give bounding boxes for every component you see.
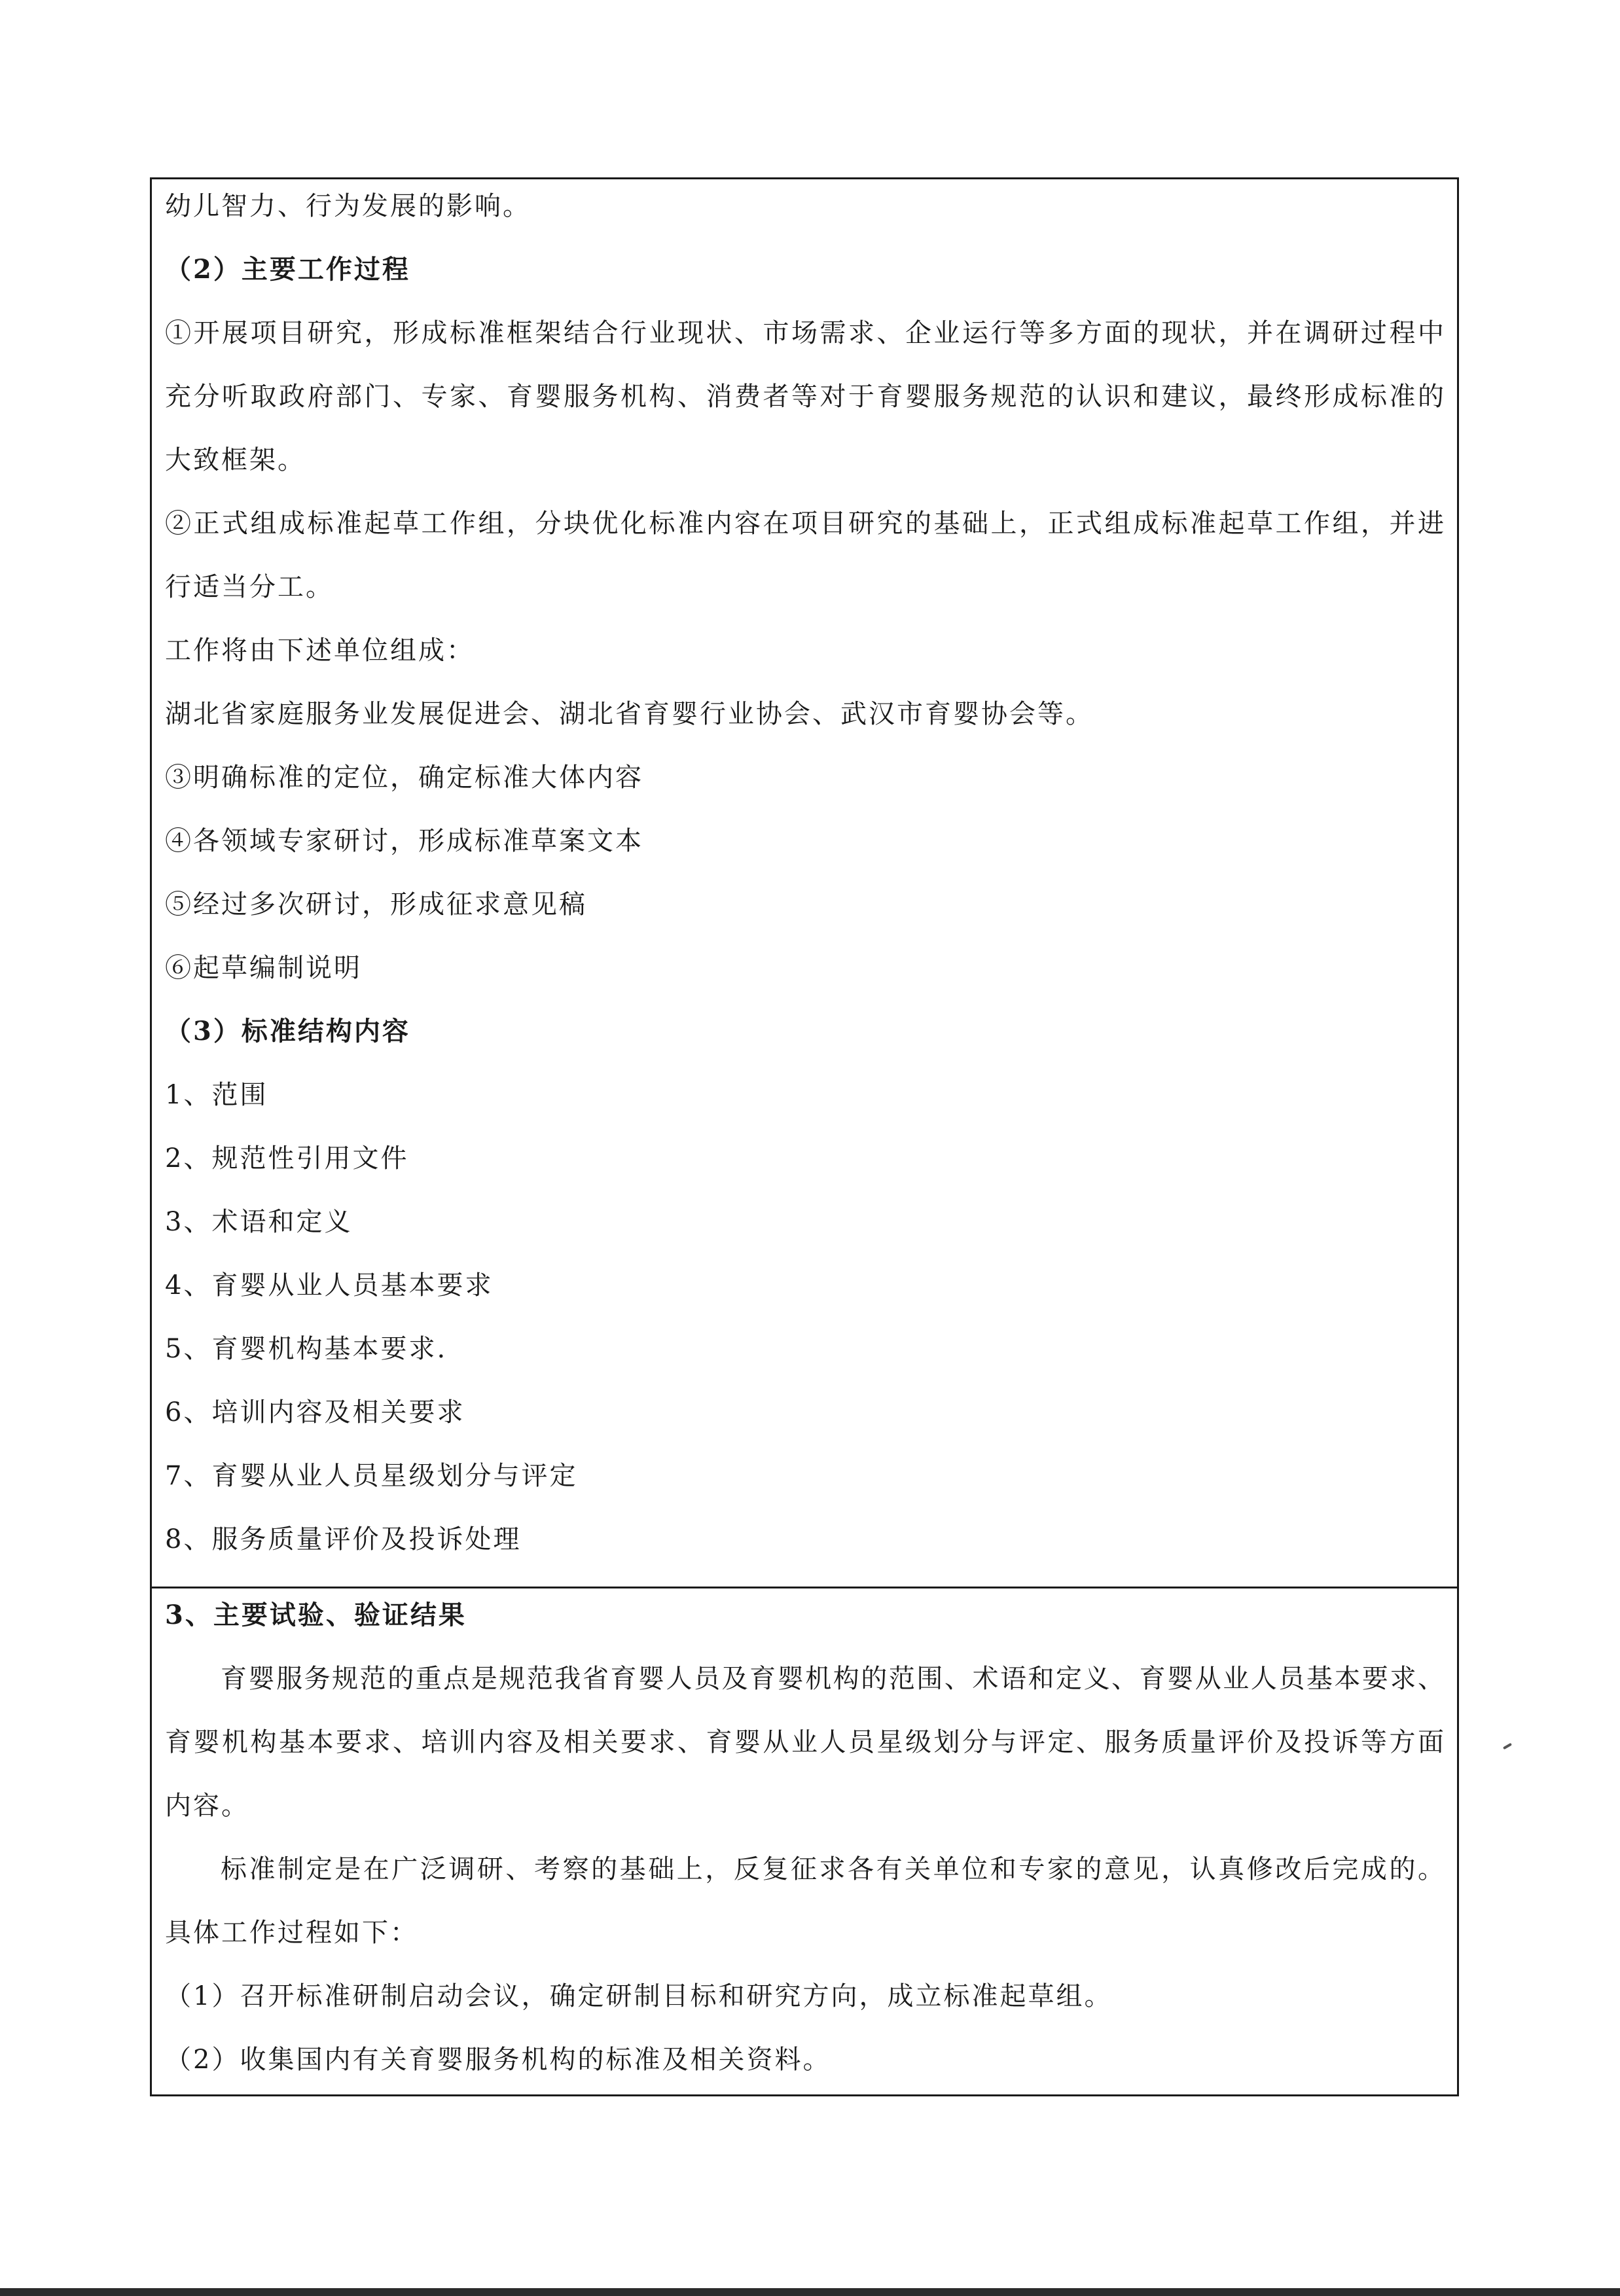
para1-line3: 内容。	[165, 1791, 249, 1821]
step2-line2: 行适当分工。	[165, 572, 334, 602]
section3-heading: 3、主要试验、验证结果	[165, 1600, 467, 1630]
step2-line1: ②正式组成标准起草工作组，分块优化标准内容在项目研究的基础上，正式组成标准起草工作组，并进	[165, 509, 1444, 539]
para1-line2: 育婴机构基本要求、培训内容及相关要求、育婴从业人员星级划分与评定、服务质量评价及投诉等方面	[165, 1727, 1444, 1757]
step6-text: ⑥起草编制说明	[165, 953, 362, 983]
process-item-2: （2）收集国内有关育婴服务机构的标准及相关资料。	[165, 2045, 831, 2075]
intro-tail-text: 幼儿智力、行为发展的影响。	[165, 191, 531, 221]
scan-speck	[1503, 1743, 1512, 1749]
structure-heading: （3）标准结构内容	[165, 1016, 410, 1047]
process-heading: （2）主要工作过程	[165, 254, 410, 285]
structure-item: 6、培训内容及相关要求	[165, 1397, 465, 1427]
step4-text: ④各领域专家研讨，形成标准草案文本	[165, 826, 643, 856]
structure-item: 8、服务质量评价及投诉处理	[165, 1524, 522, 1554]
table-row-divider	[152, 1587, 1457, 1588]
para2-line2: 具体工作过程如下：	[165, 1918, 418, 1948]
step1-line1: ①开展项目研究，形成标准框架结合行业现状、市场需求、企业运行等多方面的现状，并在调研过程中	[165, 318, 1444, 348]
step5-text: ⑤经过多次研讨，形成征求意见稿	[165, 889, 587, 920]
step3-text: ③明确标准的定位，确定标准大体内容	[165, 762, 643, 793]
structure-item: 4、育婴从业人员基本要求	[165, 1270, 494, 1300]
structure-item: 3、术语和定义	[165, 1207, 353, 1237]
structure-item: 2、规范性引用文件	[165, 1143, 409, 1174]
units-list: 湖北省家庭服务业发展促进会、湖北省育婴行业协会、武汉市育婴协会等。	[165, 699, 1094, 729]
document-table	[150, 177, 1459, 2096]
structure-item: 5、育婴机构基本要求.	[165, 1334, 448, 1364]
para1-line1: 育婴服务规范的重点是规范我省育婴人员及育婴机构的范围、术语和定义、育婴从业人员基本要求、	[221, 1664, 1444, 1694]
process-item-1: （1）召开标准研制启动会议，确定研制目标和研究方向，成立标准起草组。	[165, 1981, 1113, 2011]
structure-item: 7、育婴从业人员星级划分与评定	[165, 1461, 578, 1491]
scan-bottom-edge	[0, 2288, 1620, 2296]
structure-item: 1、范围	[165, 1080, 268, 1110]
step1-line3: 大致框架。	[165, 445, 306, 475]
step1-line2: 充分听取政府部门、专家、育婴服务机构、消费者等对于育婴服务规范的认识和建议，最终形成标准的	[165, 382, 1444, 412]
units-intro: 工作将由下述单位组成：	[165, 636, 475, 666]
para2-line1: 标准制定是在广泛调研、考察的基础上，反复征求各有关单位和专家的意见，认真修改后完成的。	[221, 1854, 1444, 1884]
